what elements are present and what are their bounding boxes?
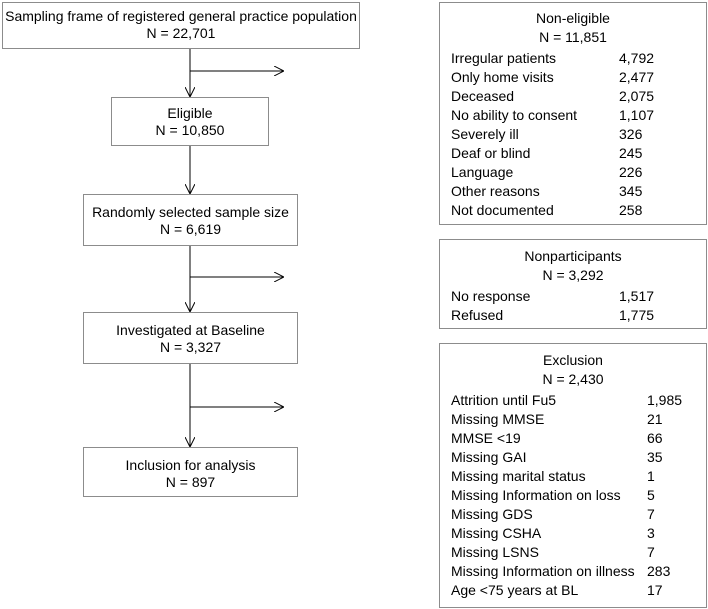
row-value: 283 — [647, 563, 671, 579]
noneligible-title: Non-eligible — [536, 10, 610, 26]
row-label: Missing GAI — [451, 449, 527, 465]
flow-box-title: Randomly selected sample size — [92, 204, 289, 220]
row-value: 3 — [647, 525, 655, 541]
table-row — [440, 144, 706, 163]
noneligible-rows — [440, 49, 706, 220]
row-value: 35 — [647, 449, 663, 465]
table-row — [440, 201, 706, 220]
row-label: Other reasons — [451, 183, 540, 199]
row-label: Refused — [451, 307, 504, 323]
row-label: Language — [451, 164, 514, 180]
table-row — [440, 287, 706, 306]
row-value: 258 — [619, 202, 643, 218]
flow-box-eligible — [111, 97, 269, 146]
exclusion-count: N = 2,430 — [542, 371, 604, 387]
row-label: Severely ill — [451, 126, 519, 142]
row-label: Missing marital status — [451, 468, 586, 484]
row-label: No response — [451, 288, 531, 304]
table-row — [440, 182, 706, 201]
flow-box-inclusion — [83, 447, 298, 497]
table-row — [440, 106, 706, 125]
row-label: Only home visits — [451, 69, 554, 85]
flow-box-title: Investigated at Baseline — [116, 322, 265, 338]
row-label: Missing Information on loss — [451, 487, 621, 503]
row-value: 4,792 — [619, 50, 655, 66]
row-label: Attrition until Fu5 — [451, 392, 557, 408]
row-value: 2,477 — [619, 69, 655, 85]
row-label: Missing MMSE — [451, 411, 545, 427]
table-row — [440, 87, 706, 106]
table-row — [440, 391, 706, 410]
row-label: Deceased — [451, 88, 515, 104]
table-row — [440, 581, 706, 600]
row-label: Age <75 years at BL — [451, 582, 579, 598]
row-value: 2,075 — [619, 88, 655, 104]
flow-box-title: Sampling frame of registered general practice population — [5, 8, 357, 24]
flow-box-count: N = 22,701 — [146, 25, 216, 41]
row-value: 245 — [619, 145, 643, 161]
row-label: Missing Information on illness — [451, 563, 635, 579]
table-row — [440, 68, 706, 87]
noneligible-box — [439, 2, 707, 225]
row-value: 226 — [619, 164, 643, 180]
flow-box-sampling-frame — [2, 2, 360, 49]
table-row — [440, 306, 706, 325]
table-row — [440, 543, 706, 562]
flow-box-title: Inclusion for analysis — [125, 457, 256, 473]
row-label: MMSE <19 — [451, 430, 521, 446]
noneligible-count: N = 11,851 — [539, 29, 607, 45]
exclusion-rows — [440, 391, 706, 600]
flow-box-count: N = 897 — [165, 474, 216, 490]
flow-box-count: N = 6,619 — [159, 221, 222, 237]
row-value: 345 — [619, 183, 643, 199]
flow-box-count: N = 10,850 — [155, 122, 225, 138]
row-value: 21 — [647, 411, 663, 427]
row-label: Deaf or blind — [451, 145, 531, 161]
table-row — [440, 562, 706, 581]
row-value: 1,775 — [619, 307, 655, 323]
row-value: 17 — [647, 582, 663, 598]
row-value: 5 — [647, 487, 655, 503]
row-value: 7 — [647, 506, 655, 522]
table-row — [440, 524, 706, 543]
flow-box-baseline — [83, 312, 298, 364]
table-row — [440, 410, 706, 429]
table-row — [440, 486, 706, 505]
nonparticipants-box — [439, 239, 707, 329]
row-value: 1 — [647, 468, 655, 484]
table-row — [440, 505, 706, 524]
table-row — [440, 49, 706, 68]
table-row — [440, 163, 706, 182]
table-row — [440, 467, 706, 486]
row-label: Irregular patients — [451, 50, 557, 66]
flow-box-count: N = 3,327 — [159, 339, 222, 355]
table-row — [440, 125, 706, 144]
row-value: 326 — [619, 126, 643, 142]
table-row — [440, 429, 706, 448]
row-label: Not documented — [451, 202, 554, 218]
exclusion-title: Exclusion — [543, 352, 603, 368]
row-label: No ability to consent — [451, 107, 578, 123]
nonparticipants-title: Nonparticipants — [524, 248, 622, 264]
row-value: 1,107 — [619, 107, 655, 123]
row-label: Missing CSHA — [451, 525, 542, 541]
row-value: 66 — [647, 430, 663, 446]
row-label: Missing LSNS — [451, 544, 539, 560]
flow-box-random-sample — [83, 194, 298, 246]
table-row — [440, 448, 706, 467]
row-value: 1,517 — [619, 288, 655, 304]
row-value: 1,985 — [647, 392, 683, 408]
nonparticipants-count: N = 3,292 — [542, 267, 604, 283]
row-label: Missing GDS — [451, 506, 533, 522]
nonparticipants-rows — [440, 287, 706, 325]
row-value: 7 — [647, 544, 655, 560]
flow-box-title: Eligible — [167, 105, 213, 121]
exclusion-box — [439, 343, 707, 608]
